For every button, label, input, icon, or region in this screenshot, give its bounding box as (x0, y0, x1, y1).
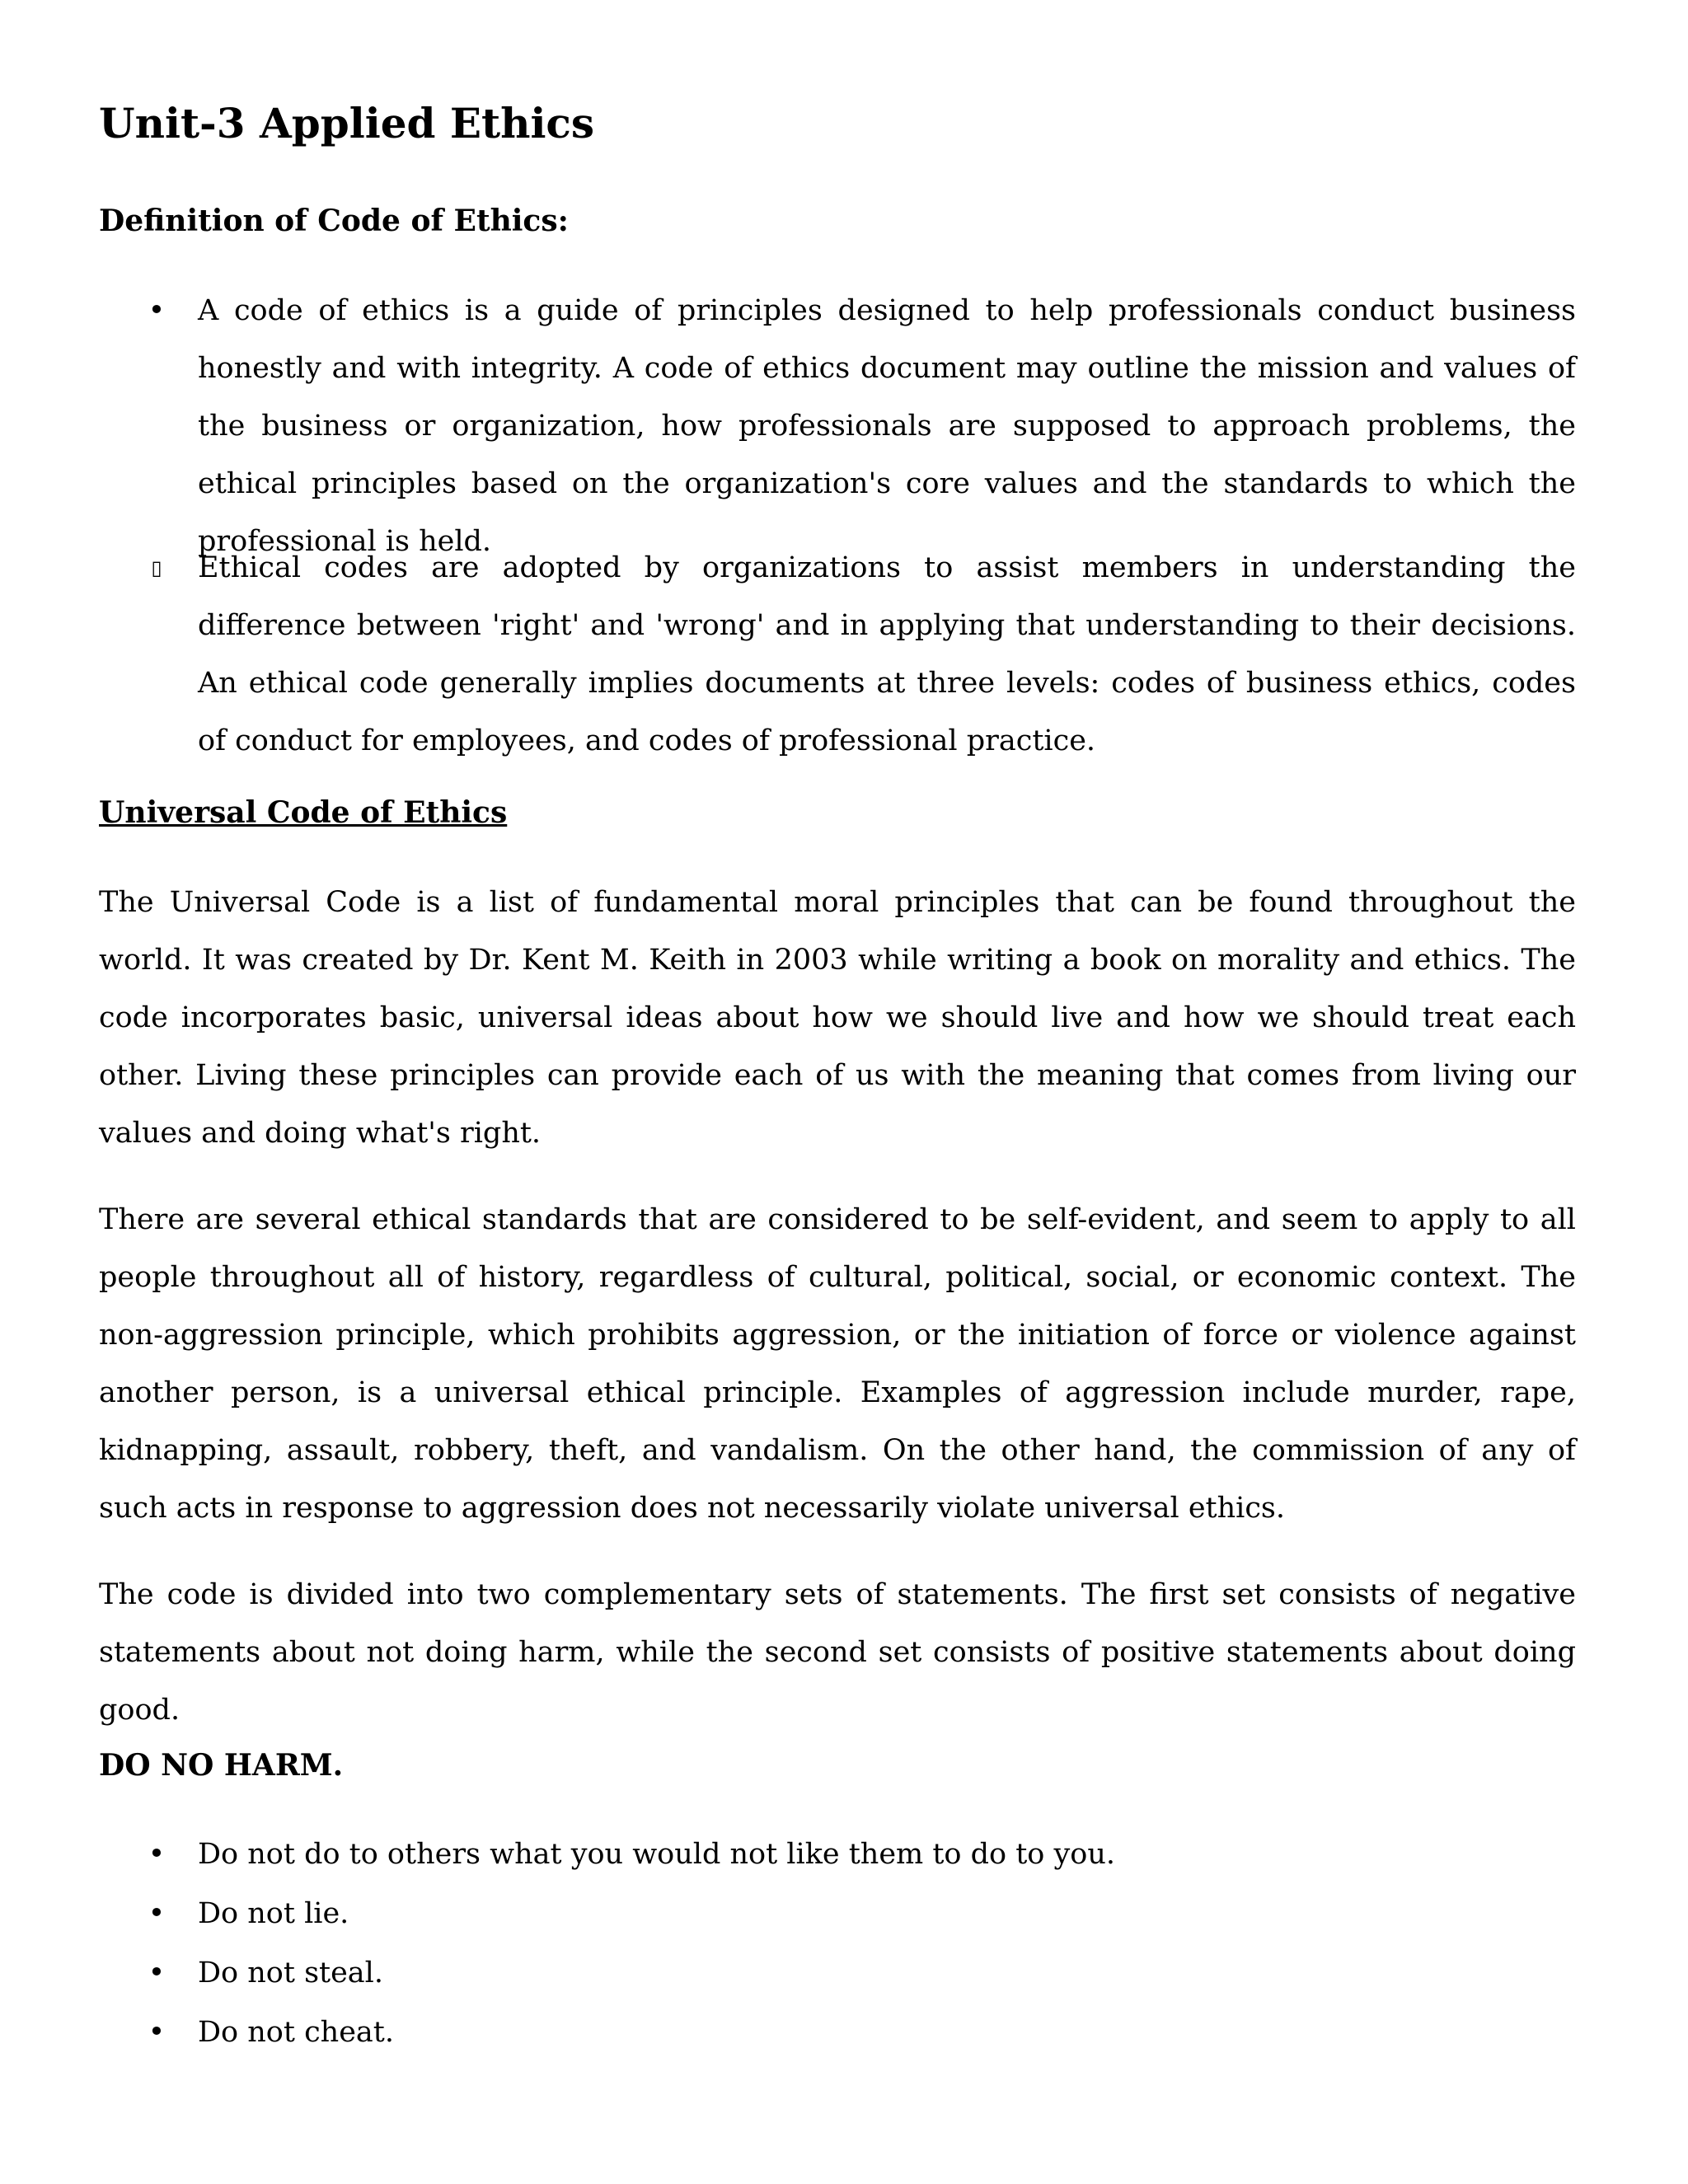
definition-bullet-2-text: Ethical codes are adopted by organizations to assist members in understanding the difference between 'right' and 'wrong' and in applying that understanding to their decisions. An ethical code generally implies documents at three levels: codes of business ethics, codes of conduct for employees, and codes of professional practice. (198, 551, 1576, 757)
list-item-text: Do not do to others what you would not like them to do to you. (198, 1838, 1116, 1871)
bullet-dot-icon: • (148, 1897, 166, 1930)
paragraph-ethical-standards: There are several ethical standards that are considered to be self-evident, and seem to apply to all people throughout all of history, regardless of cultural, political, social, or economic context. The non-aggression principle, which prohibits aggression, or the initiation of force or violence against another person, is a universal ethical principle. Examples of aggression include murder, rape, kidnapping, assault, robbery, theft, and vandalism. On the other hand, the commission of any of such acts in response to aggression does not necessarily violate universal ethics. (99, 1203, 1576, 1525)
paragraph-universal-code: The Universal Code is a list of fundamental moral principles that can be found throughout the world. It was created by Dr. Kent M. Keith in 2003 while writing a book on morality and ethics. The code incorporates basic, universal ideas about how we should live and how we should treat each other. Living these principles can provide each of us with the meaning that comes from living our values and doing what's right. (99, 886, 1576, 1150)
list-item (99, 1943, 1576, 2003)
paragraph-code-division: The code is divided into two complementary sets of statements. The first set consists of negative statements about not doing harm, while the second set consists of positive statements about doing good. (99, 1578, 1576, 1727)
page-title: Unit-3 Applied Ethics (99, 99, 595, 148)
bullet-dot-icon: • (148, 1838, 166, 1871)
bullet-dot-icon: • (148, 294, 166, 327)
list-item (99, 2003, 1576, 2062)
definition-bullet-1 (99, 282, 1576, 558)
list-item (99, 1825, 1576, 1884)
do-no-harm-heading: DO NO HARM. (99, 1748, 344, 1783)
list-item-text: Do not steal. (198, 1957, 383, 1990)
missing-glyph-icon: ▯ (151, 556, 162, 579)
list-item-text: Do not lie. (198, 1897, 349, 1930)
bullet-dot-icon: • (148, 1957, 166, 1990)
bullet-dot-icon: • (148, 2016, 166, 2049)
list-item-text: Do not cheat. (198, 2016, 394, 2049)
definition-heading: Definition of Code of Ethics: (99, 204, 569, 238)
do-no-harm-list (99, 1825, 1576, 2062)
definition-bullet-1-text: A code of ethics is a guide of principles designed to help professionals conduct business honestly and with integrity. A code of ethics document may outline the mission and values of the business or organization, how professionals are supposed to approach problems, the ethical principles based on the organization's core values and the standards to which the professional is held. (198, 294, 1576, 558)
definition-bullet-2 (99, 539, 1576, 770)
universal-code-heading: Universal Code of Ethics (99, 795, 508, 830)
list-item (99, 1884, 1576, 1943)
